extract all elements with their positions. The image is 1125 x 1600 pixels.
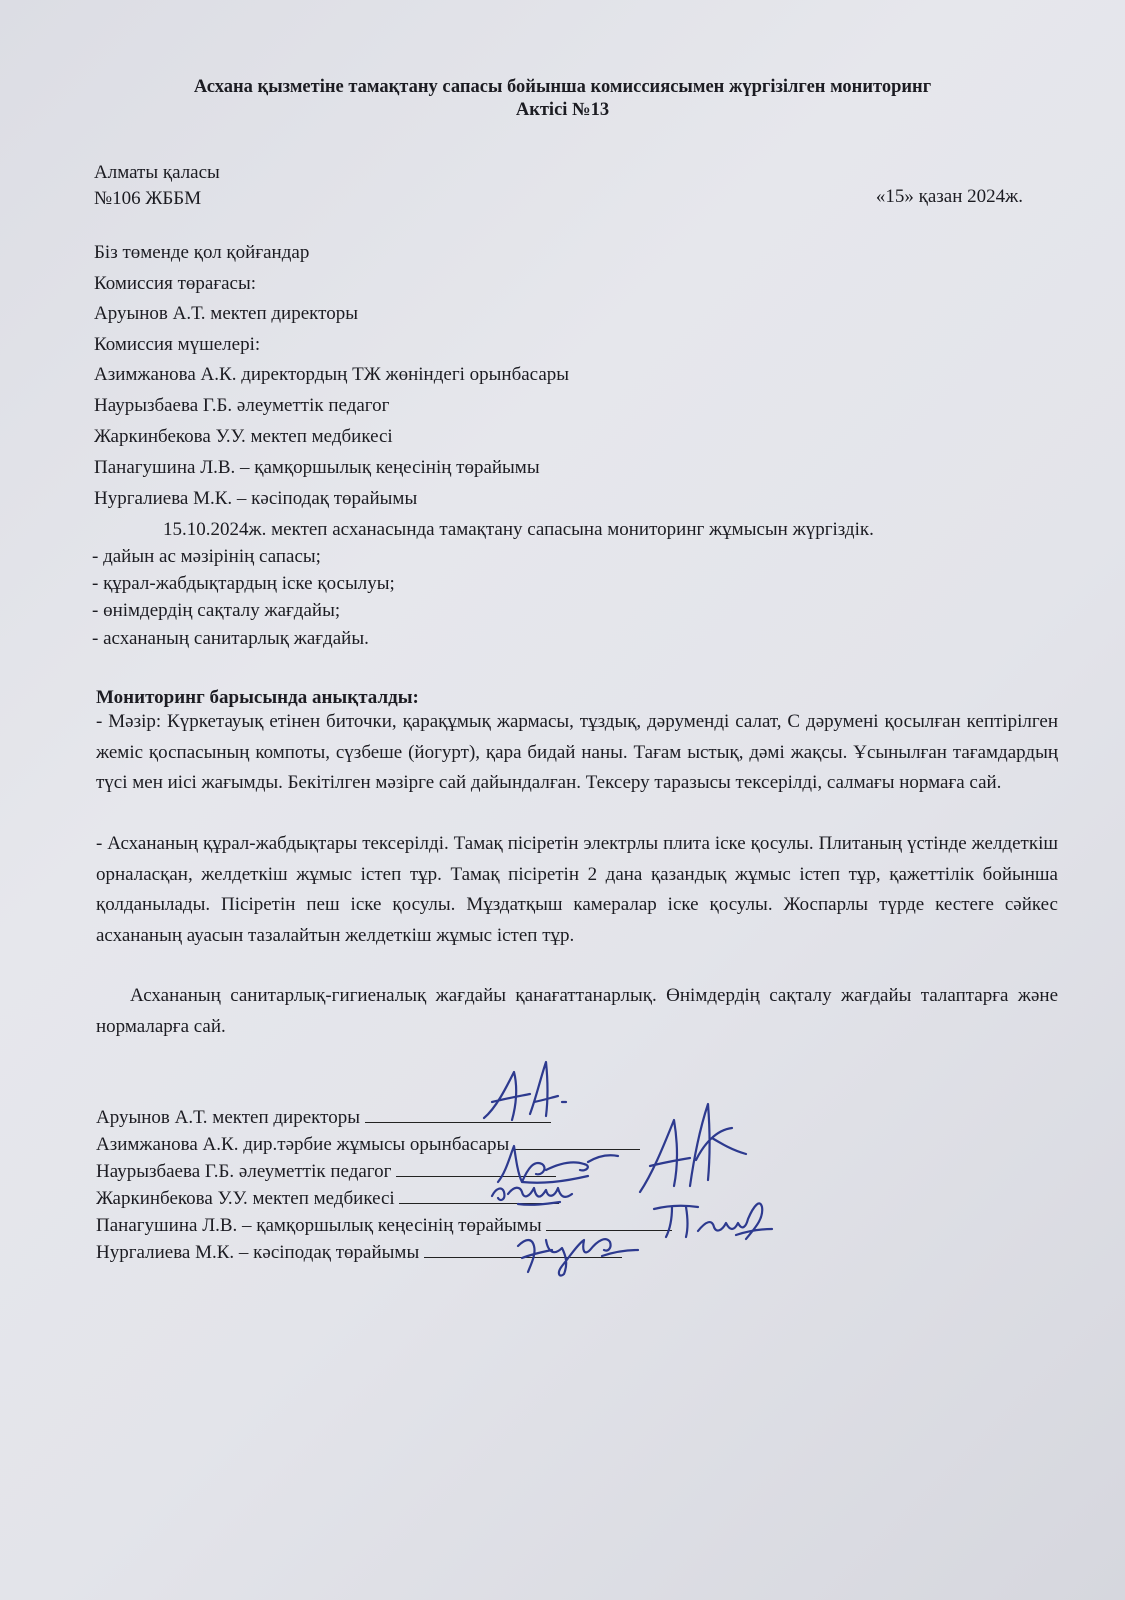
monitoring-statement: 15.10.2024ж. мектеп асханасында тамақтану сапасына мониторинг жұмысын жүргіздік. [163,519,874,540]
findings-paragraph-menu: - Мәзір: Күркетауық етінен биточки, қарақұмық жармасы, тұздық, дәруменді салат, С дәрумені қосылған кептірілген жеміс қоспасының компоты, сүзбеше (йогурт), қара бидай наны. Тағам ыстық, дәмі жақсы. Ұсынылған тағамдардың түсі мен иісі жағымды. Бекітілген мәзірге сай дайындалған. Тексеру таразысы тексерілді, салмағы нормаға сай. [96,711,1058,793]
check-item-1: - дайын ас мәзірінің сапасы; [92,546,321,567]
signature-mark-1 [478,1058,578,1128]
member-1: Азимжанова А.К. директордың ТЖ жөніндегі орынбасары [94,364,570,385]
city: Алматы қаласы [94,162,220,183]
document-date: «15» қазан 2024ж. [875,186,1023,207]
signatory-2: Азимжанова А.К. дир.тәрбие жұмысы орынбасары [96,1134,510,1155]
document-title [60,76,1065,122]
chair-name: Аруынов А.Т. мектеп директоры [94,303,358,324]
signatory-1: Аруынов А.Т. мектеп директоры [96,1107,360,1128]
school-name: №106 ЖББМ [94,188,202,209]
signatory-3: Наурызбаева Г.Б. әлеуметтік педагог [96,1161,392,1182]
member-4: Панагушина Л.В. – қамқоршылық кеңесінің төрайымы [94,457,540,478]
title-line-2: Актісі №13 [515,100,610,120]
intro-text: Біз төменде қол қойғандар [94,242,310,263]
findings-paragraph-equipment: - Асхананың құрал-жабдықтары тексерілді. Тамақ пісіретін электрлы плита іске қосулы. Плитаның үстінде желдеткіш орналасқан, желдеткіш жұмыс істеп тұр. Тамақ пісіретін 2 дана қазандық жұмыс істеп тұр, қажеттілік бойынша қолданылады. Пісіретін пеш іске қосулы. Мұздатқыш камералар іске қосулы. Жоспарлы түрде кестеге сәйкес асхананың ауасын тазалайтын желдеткіш жұмыс істеп тұр. [96,833,1058,946]
signatory-6: Нургалиева М.К. – кәсіподақ төрайымы [96,1242,420,1263]
check-item-3: - өнімдердің сақталу жағдайы; [92,600,341,621]
findings-paragraph-sanitary: Асхананың санитарлық-гигиеналық жағдайы қанағаттанарлық. Өнімдердің сақталу жағдайы талаптарға және нормаларға сай. [96,985,1058,1037]
member-5: Нургалиева М.К. – кәсіподақ төрайымы [94,488,418,509]
check-item-4: - асхананың санитарлық жағдайы. [92,628,369,649]
findings-heading: Мониторинг барысында анықталды: [96,687,419,708]
signatory-5: Панагушина Л.В. – қамқоршылық кеңесінің төрайымы [96,1215,542,1236]
member-2: Наурызбаева Г.Б. әлеуметтік педагог [94,395,390,416]
members-label: Комиссия мүшелері: [94,334,261,355]
chair-label: Комиссия төрағасы: [94,273,257,294]
signature-mark-4 [488,1174,578,1210]
signature-mark-5 [650,1195,775,1245]
signatory-4: Жаркинбекова У.У. мектеп медбикесі [96,1188,395,1209]
title-line-1: Асхана қызметіне тамақтану сапасы бойынша комиссиясымен жүргізілген мониторинг [193,77,932,97]
check-item-2: - құрал-жабдықтардың іске қосылуы; [92,573,395,594]
signature-mark-6 [512,1222,642,1278]
signature-mark-2 [632,1100,752,1195]
member-3: Жаркинбекова У.У. мектеп медбикесі [94,426,393,447]
